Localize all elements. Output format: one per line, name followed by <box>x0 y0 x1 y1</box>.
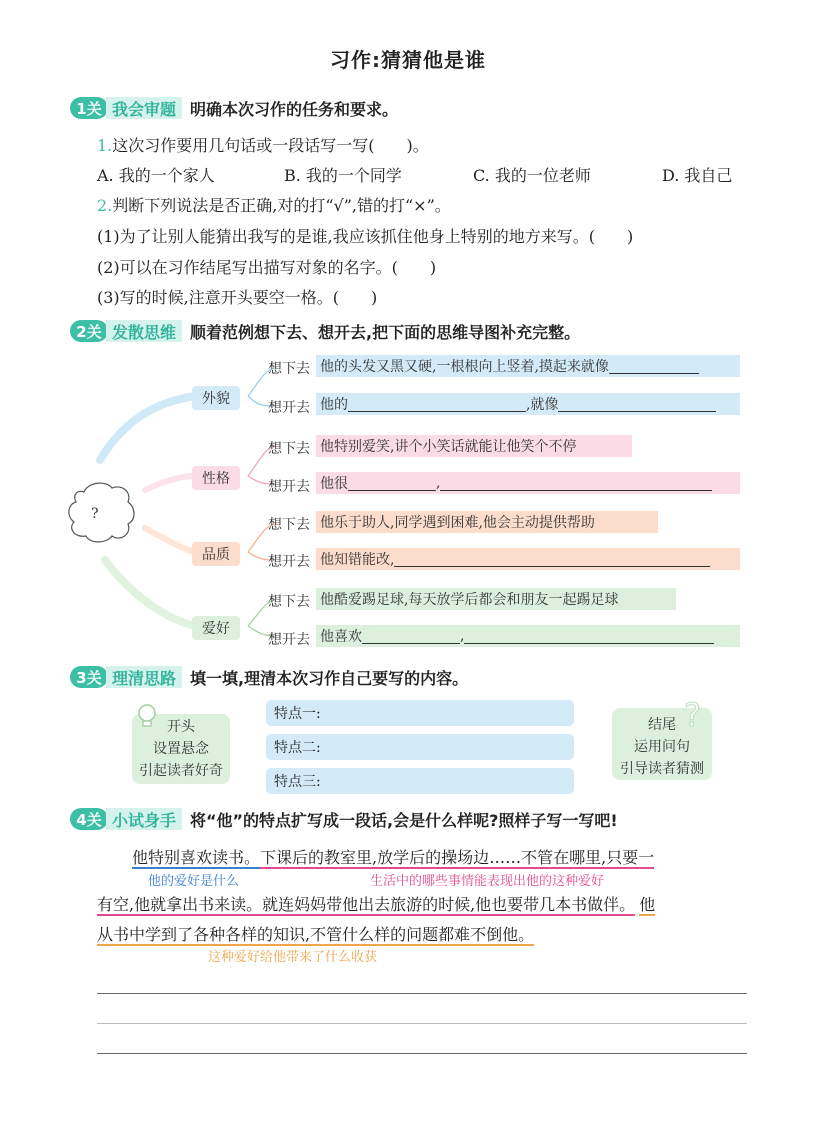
section-desc: 填一填,理清本次习作自己要写的内容。 <box>190 668 469 688</box>
blank[interactable] <box>348 476 436 491</box>
box-line: 引起读者好奇 <box>139 763 223 779</box>
blank[interactable] <box>394 552 710 567</box>
example-text: 他乐于助人,同学遇到困难,他会主动提供帮助 <box>320 515 595 531</box>
svg-text:?: ? <box>684 696 701 732</box>
section-name: 小试身手 <box>106 808 182 830</box>
box-title: 结尾 <box>648 717 676 733</box>
think-open-label: 想开去 <box>268 554 310 570</box>
center-cloud-icon <box>66 478 138 546</box>
judge-item-1[interactable]: (1)为了让别人能猜出我写的是谁,我应该抓住他身上特别的地方来写。( ) <box>97 227 634 246</box>
question-text: 这次习作要用几句话或一段话写一写( )。 <box>112 136 429 155</box>
prompt-text: 他喜欢 <box>320 629 362 645</box>
option-d[interactable]: D. 我自己 <box>662 166 733 185</box>
section-name: 我会审题 <box>106 97 182 119</box>
annotation-gain: 这种爱好给他带来了什么收获 <box>208 950 378 965</box>
section-badge: 3关 <box>70 666 108 688</box>
blank[interactable] <box>558 397 716 412</box>
feature-2-field[interactable]: 特点二: <box>266 734 574 760</box>
think-down-label: 想下去 <box>268 517 310 533</box>
option-c[interactable]: C. 我的一位老师 <box>473 166 591 185</box>
blank[interactable] <box>609 359 699 374</box>
question-number: 1. <box>97 136 113 155</box>
essay-line-2 <box>97 892 655 915</box>
section-2-header <box>70 320 580 342</box>
section-1-header <box>70 97 398 119</box>
judge-item-3[interactable]: (3)写的时候,注意开头要空一格。( ) <box>97 288 378 307</box>
hobby-open-bar <box>316 625 740 647</box>
branch-hobby: 爱好 <box>192 616 240 640</box>
section-name: 发散思维 <box>106 320 182 342</box>
prompt-text: 他的 <box>320 397 348 413</box>
writing-line[interactable] <box>97 1053 747 1054</box>
example-text: 他的头发又黑又硬,一根根向上竖着,摸起来就像 <box>320 359 609 375</box>
essay-gain-sentence: 从书中学到了各种各样的知识,不管什么样的问题都难不倒他。 <box>97 925 535 944</box>
blank[interactable] <box>348 397 526 412</box>
essay-gain-sentence: 他 <box>639 895 656 914</box>
prompt-text: 他很 <box>320 476 348 492</box>
writing-line[interactable] <box>97 993 747 994</box>
box-line: 运用问句 <box>634 739 690 755</box>
section-badge: 4关 <box>70 808 108 830</box>
think-down-label: 想下去 <box>268 361 310 377</box>
section-desc: 将“他”的特点扩写成一段话,会是什么样呢?照样子写一写吧! <box>190 810 618 830</box>
annotation-example: 生活中的哪些事情能表现出他的这种爱好 <box>370 874 605 889</box>
personality-down-bar <box>316 435 632 457</box>
essay-example-sentence: 下课后的教室里,放学后的操场边……不管在哪里,只要一 <box>260 848 655 867</box>
box-line: 设置悬念 <box>153 741 209 757</box>
prompt-text: 他知错能改, <box>320 552 395 568</box>
appearance-down-bar <box>316 355 740 377</box>
essay-hobby-sentence: 他特别喜欢读书。 <box>132 848 261 867</box>
feature-1-field[interactable]: 特点一: <box>266 700 574 726</box>
box-line: 引导读者猜测 <box>620 761 704 777</box>
section-4-header <box>70 808 618 830</box>
branch-appearance: 外貌 <box>192 386 240 410</box>
essay-example-sentence: 有空,他就拿出书来读。就连妈妈带他出去旅游的时候,他也要带几本书做伴。 <box>97 895 636 914</box>
essay-line-1 <box>132 845 654 868</box>
question-mark-icon <box>680 696 710 732</box>
section-badge: 1关 <box>70 97 108 119</box>
blank[interactable] <box>440 476 712 491</box>
think-down-label: 想下去 <box>268 594 310 610</box>
option-b[interactable]: B. 我的一个同学 <box>284 166 402 185</box>
section-desc: 顺着范例想下去、想开去,把下面的思维导图补充完整。 <box>190 322 581 342</box>
branch-personality: 性格 <box>192 466 240 490</box>
judge-item-2[interactable]: (2)可以在习作结尾写出描写对象的名字。( ) <box>97 258 437 277</box>
personality-open-bar <box>316 472 740 494</box>
section-badge: 2关 <box>70 320 108 342</box>
lightbulb-icon <box>136 703 158 729</box>
writing-line[interactable] <box>97 1023 747 1024</box>
example-text: 他特别爱笑,讲个小笑话就能让他笑个不停 <box>320 439 577 455</box>
separator: , <box>460 628 465 644</box>
box-title: 开头 <box>167 719 195 735</box>
think-open-label: 想开去 <box>268 479 310 495</box>
think-open-label: 想开去 <box>268 632 310 648</box>
annotation-hobby: 他的爱好是什么 <box>148 874 240 889</box>
section-name: 理清思路 <box>106 666 182 688</box>
think-open-label: 想开去 <box>268 400 310 416</box>
blank[interactable] <box>362 629 460 644</box>
hobby-down-bar <box>316 588 676 610</box>
example-text: 他酷爱踢足球,每天放学后都会和朋友一起踢足球 <box>320 592 619 608</box>
question-number: 2. <box>97 196 113 215</box>
page-title: 习作:猜猜他是谁 <box>330 48 486 72</box>
option-a[interactable]: A. 我的一个家人 <box>97 166 215 185</box>
section-3-header <box>70 666 468 688</box>
section-desc: 明确本次习作的任务和要求。 <box>190 99 399 119</box>
appearance-open-bar <box>316 393 740 415</box>
question-1 <box>97 133 429 156</box>
question-text: 判断下列说法是否正确,对的打“√”,错的打“×”。 <box>112 196 451 215</box>
think-down-label: 想下去 <box>268 441 310 457</box>
essay-line-3 <box>97 922 534 945</box>
branch-character: 品质 <box>192 542 240 566</box>
center-label: ? <box>91 506 99 522</box>
character-open-bar <box>316 548 740 570</box>
feature-3-field[interactable]: 特点三: <box>266 768 574 794</box>
question-2 <box>97 193 451 216</box>
separator: , <box>436 475 441 491</box>
separator: ,就像 <box>526 397 559 413</box>
character-down-bar <box>316 511 658 533</box>
blank[interactable] <box>464 629 714 644</box>
